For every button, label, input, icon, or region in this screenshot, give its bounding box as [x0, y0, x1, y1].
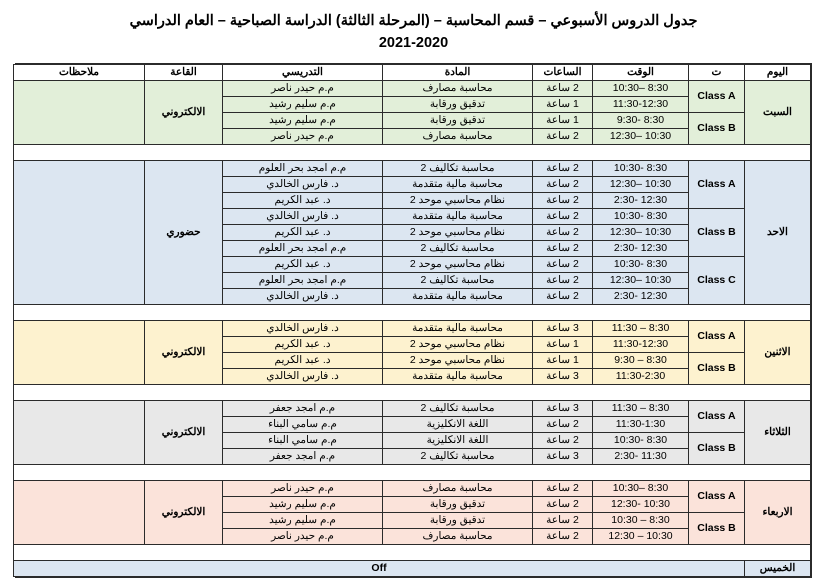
subject-cell: تدقيق ورقابة	[383, 512, 533, 528]
table-row	[14, 400, 811, 416]
subject-cell: اللغة الانكليزية	[383, 416, 533, 432]
notes-cell	[14, 480, 145, 544]
hours-cell: 1 ساعة	[533, 352, 593, 368]
subject-cell: محاسبة مصارف	[383, 128, 533, 144]
day-cell: السبت	[745, 80, 811, 144]
teacher-cell: د. فارس الخالدي	[223, 176, 383, 192]
hours-cell: 2 ساعة	[533, 192, 593, 208]
time-cell: 12:30 -2:30	[593, 192, 689, 208]
hours-cell: 2 ساعة	[533, 272, 593, 288]
hours-cell: 2 ساعة	[533, 224, 593, 240]
hours-cell: 2 ساعة	[533, 528, 593, 544]
teacher-cell: م.م سليم رشيد	[223, 512, 383, 528]
title-line-2: 2021-2020	[378, 35, 449, 52]
day-separator	[14, 384, 811, 400]
hours-cell: 2 ساعة	[533, 432, 593, 448]
time-cell: 12:30 -2:30	[593, 240, 689, 256]
subject-cell: محاسبة مالية متقدمة	[383, 176, 533, 192]
teacher-cell: د. عبد الكريم	[223, 352, 383, 368]
day-separator	[14, 464, 811, 480]
day-cell: الاثنين	[745, 320, 811, 384]
time-cell: 8:30 –10:30	[593, 480, 689, 496]
hours-cell: 2 ساعة	[533, 208, 593, 224]
time-cell: 8:30 -10:30	[593, 160, 689, 176]
column-header-teacher: التدريسي	[223, 64, 383, 80]
subject-cell: نظام محاسبي موحد 2	[383, 224, 533, 240]
header-row	[14, 64, 811, 80]
time-cell: 10:30 –12:30	[593, 176, 689, 192]
teacher-cell: م.م سامي البناء	[223, 416, 383, 432]
hours-cell: 2 ساعة	[533, 240, 593, 256]
subject-cell: محاسبة تكاليف 2	[383, 400, 533, 416]
time-cell: 8:30 -10:30	[593, 432, 689, 448]
class-cell: Class B	[689, 512, 745, 544]
day-separator-cell	[14, 544, 811, 560]
day-separator-cell	[14, 384, 811, 400]
day-separator	[14, 144, 811, 160]
schedule-table-wrapper	[15, 63, 812, 578]
teacher-cell: م.م حيدر ناصر	[223, 480, 383, 496]
time-cell: 10:30 –12:30	[593, 272, 689, 288]
column-header-time: الوقت	[593, 64, 689, 80]
day-separator-cell	[14, 144, 811, 160]
class-cell: Class B	[689, 352, 745, 384]
time-cell: 8:30 -10:30	[593, 256, 689, 272]
hours-cell: 2 ساعة	[533, 160, 593, 176]
teacher-cell: م.م سليم رشيد	[223, 112, 383, 128]
hours-cell: 2 ساعة	[533, 128, 593, 144]
class-cell: Class B	[689, 208, 745, 256]
hall-cell: حضوري	[145, 160, 223, 304]
subject-cell: محاسبة تكاليف 2	[383, 448, 533, 464]
day-separator-cell	[14, 464, 811, 480]
day-cell: الاربعاء	[745, 480, 811, 544]
class-cell: Class B	[689, 112, 745, 144]
hours-cell: 2 ساعة	[533, 256, 593, 272]
time-cell: 8:30 – 11:30	[593, 320, 689, 336]
class-cell: Class A	[689, 480, 745, 512]
day-separator	[14, 304, 811, 320]
teacher-cell: م.م سليم رشيد	[223, 496, 383, 512]
subject-cell: محاسبة مصارف	[383, 480, 533, 496]
time-cell: 10:30 –12:30	[593, 128, 689, 144]
time-cell: 8:30 – 9:30	[593, 352, 689, 368]
column-header-hours: الساعات	[533, 64, 593, 80]
off-cell: Off	[14, 560, 745, 576]
column-header-hall: القاعة	[145, 64, 223, 80]
time-cell: 11:30-2:30	[593, 368, 689, 384]
time-cell: 8:30 –10:30	[593, 80, 689, 96]
hours-cell: 1 ساعة	[533, 336, 593, 352]
hours-cell: 2 ساعة	[533, 288, 593, 304]
time-cell: 8:30 – 10:30	[593, 512, 689, 528]
subject-cell: محاسبة تكاليف 2	[383, 272, 533, 288]
class-cell: Class C	[689, 256, 745, 304]
hall-cell: الالكتروني	[145, 80, 223, 144]
hours-cell: 2 ساعة	[533, 176, 593, 192]
teacher-cell: م.م حيدر ناصر	[223, 128, 383, 144]
notes-cell	[14, 80, 145, 144]
teacher-cell: د. عبد الكريم	[223, 192, 383, 208]
subject-cell: اللغة الانكليزية	[383, 432, 533, 448]
hours-cell: 2 ساعة	[533, 416, 593, 432]
page-title	[0, 0, 827, 59]
notes-cell	[14, 320, 145, 384]
hours-cell: 3 ساعة	[533, 320, 593, 336]
hall-cell: الالكتروني	[145, 480, 223, 544]
notes-cell	[14, 400, 145, 464]
subject-cell: نظام محاسبي موحد 2	[383, 352, 533, 368]
subject-cell: محاسبة مالية متقدمة	[383, 208, 533, 224]
hours-cell: 2 ساعة	[533, 480, 593, 496]
day-cell: الثلاثاء	[745, 400, 811, 464]
table-row	[14, 160, 811, 176]
subject-cell: نظام محاسبي موحد 2	[383, 336, 533, 352]
teacher-cell: م.م سامي البناء	[223, 432, 383, 448]
time-cell: 10:30 –12:30	[593, 224, 689, 240]
subject-cell: تدقيق ورقابة	[383, 112, 533, 128]
teacher-cell: م.م حيدر ناصر	[223, 80, 383, 96]
column-header-notes: ملاحظات	[14, 64, 145, 80]
teacher-cell: م.م حيدر ناصر	[223, 528, 383, 544]
table-row	[14, 320, 811, 336]
subject-cell: محاسبة مصارف	[383, 528, 533, 544]
hours-cell: 3 ساعة	[533, 448, 593, 464]
teacher-cell: د. عبد الكريم	[223, 256, 383, 272]
hours-cell: 2 ساعة	[533, 80, 593, 96]
time-cell: 10:30 – 12:30	[593, 528, 689, 544]
column-header-day: اليوم	[745, 64, 811, 80]
subject-cell: محاسبة مالية متقدمة	[383, 288, 533, 304]
day-cell: الخميس	[745, 560, 811, 576]
column-header-t: ت	[689, 64, 745, 80]
teacher-cell: م.م سليم رشيد	[223, 96, 383, 112]
time-cell: 8:30 -9:30	[593, 112, 689, 128]
subject-cell: نظام محاسبي موحد 2	[383, 256, 533, 272]
teacher-cell: د. فارس الخالدي	[223, 288, 383, 304]
notes-cell	[14, 160, 145, 304]
hours-cell: 1 ساعة	[533, 112, 593, 128]
time-cell: 8:30 – 11:30	[593, 400, 689, 416]
time-cell: 12:30 -2:30	[593, 288, 689, 304]
teacher-cell: د. عبد الكريم	[223, 224, 383, 240]
hours-cell: 2 ساعة	[533, 496, 593, 512]
schedule-table	[13, 64, 811, 577]
time-cell: 11:30-1:30	[593, 416, 689, 432]
subject-cell: نظام محاسبي موحد 2	[383, 192, 533, 208]
time-cell: 11:30-12:30	[593, 336, 689, 352]
table-row	[14, 80, 811, 96]
column-header-subject: المادة	[383, 64, 533, 80]
time-cell: 10:30 -12:30	[593, 496, 689, 512]
table-header	[14, 64, 811, 80]
hall-cell: الالكتروني	[145, 320, 223, 384]
class-cell: Class B	[689, 432, 745, 464]
title-line-1: جدول الدروس الأسبوعي – قسم المحاسبة – (المرحلة الثالثة) الدراسة الصباحية – العام الدراسي	[129, 13, 698, 29]
subject-cell: محاسبة تكاليف 2	[383, 240, 533, 256]
teacher-cell: د. عبد الكريم	[223, 336, 383, 352]
subject-cell: تدقيق ورقابة	[383, 96, 533, 112]
subject-cell: محاسبة تكاليف 2	[383, 160, 533, 176]
subject-cell: تدقيق ورقابة	[383, 496, 533, 512]
teacher-cell: د. فارس الخالدي	[223, 320, 383, 336]
day-separator	[14, 544, 811, 560]
time-cell: 11:30-12:30	[593, 96, 689, 112]
hall-cell: الالكتروني	[145, 400, 223, 464]
time-cell: 11:30 -2:30	[593, 448, 689, 464]
teacher-cell: م.م امجد بحر العلوم	[223, 240, 383, 256]
time-cell: 8:30 -10:30	[593, 208, 689, 224]
teacher-cell: د. فارس الخالدي	[223, 208, 383, 224]
teacher-cell: م.م امجد بحر العلوم	[223, 160, 383, 176]
table-row	[14, 480, 811, 496]
class-cell: Class A	[689, 400, 745, 432]
teacher-cell: م.م امجد جعفر	[223, 448, 383, 464]
hours-cell: 1 ساعة	[533, 96, 593, 112]
table-body	[14, 80, 811, 576]
subject-cell: محاسبة مالية متقدمة	[383, 368, 533, 384]
teacher-cell: د. فارس الخالدي	[223, 368, 383, 384]
subject-cell: محاسبة مصارف	[383, 80, 533, 96]
hours-cell: 3 ساعة	[533, 368, 593, 384]
teacher-cell: م.م امجد بحر العلوم	[223, 272, 383, 288]
hours-cell: 3 ساعة	[533, 400, 593, 416]
day-separator-cell	[14, 304, 811, 320]
day-cell: الاحد	[745, 160, 811, 304]
subject-cell: محاسبة مالية متقدمة	[383, 320, 533, 336]
table-row-thursday	[14, 560, 811, 576]
teacher-cell: م.م امجد جعفر	[223, 400, 383, 416]
class-cell: Class A	[689, 80, 745, 112]
hours-cell: 2 ساعة	[533, 512, 593, 528]
class-cell: Class A	[689, 320, 745, 352]
class-cell: Class A	[689, 160, 745, 208]
